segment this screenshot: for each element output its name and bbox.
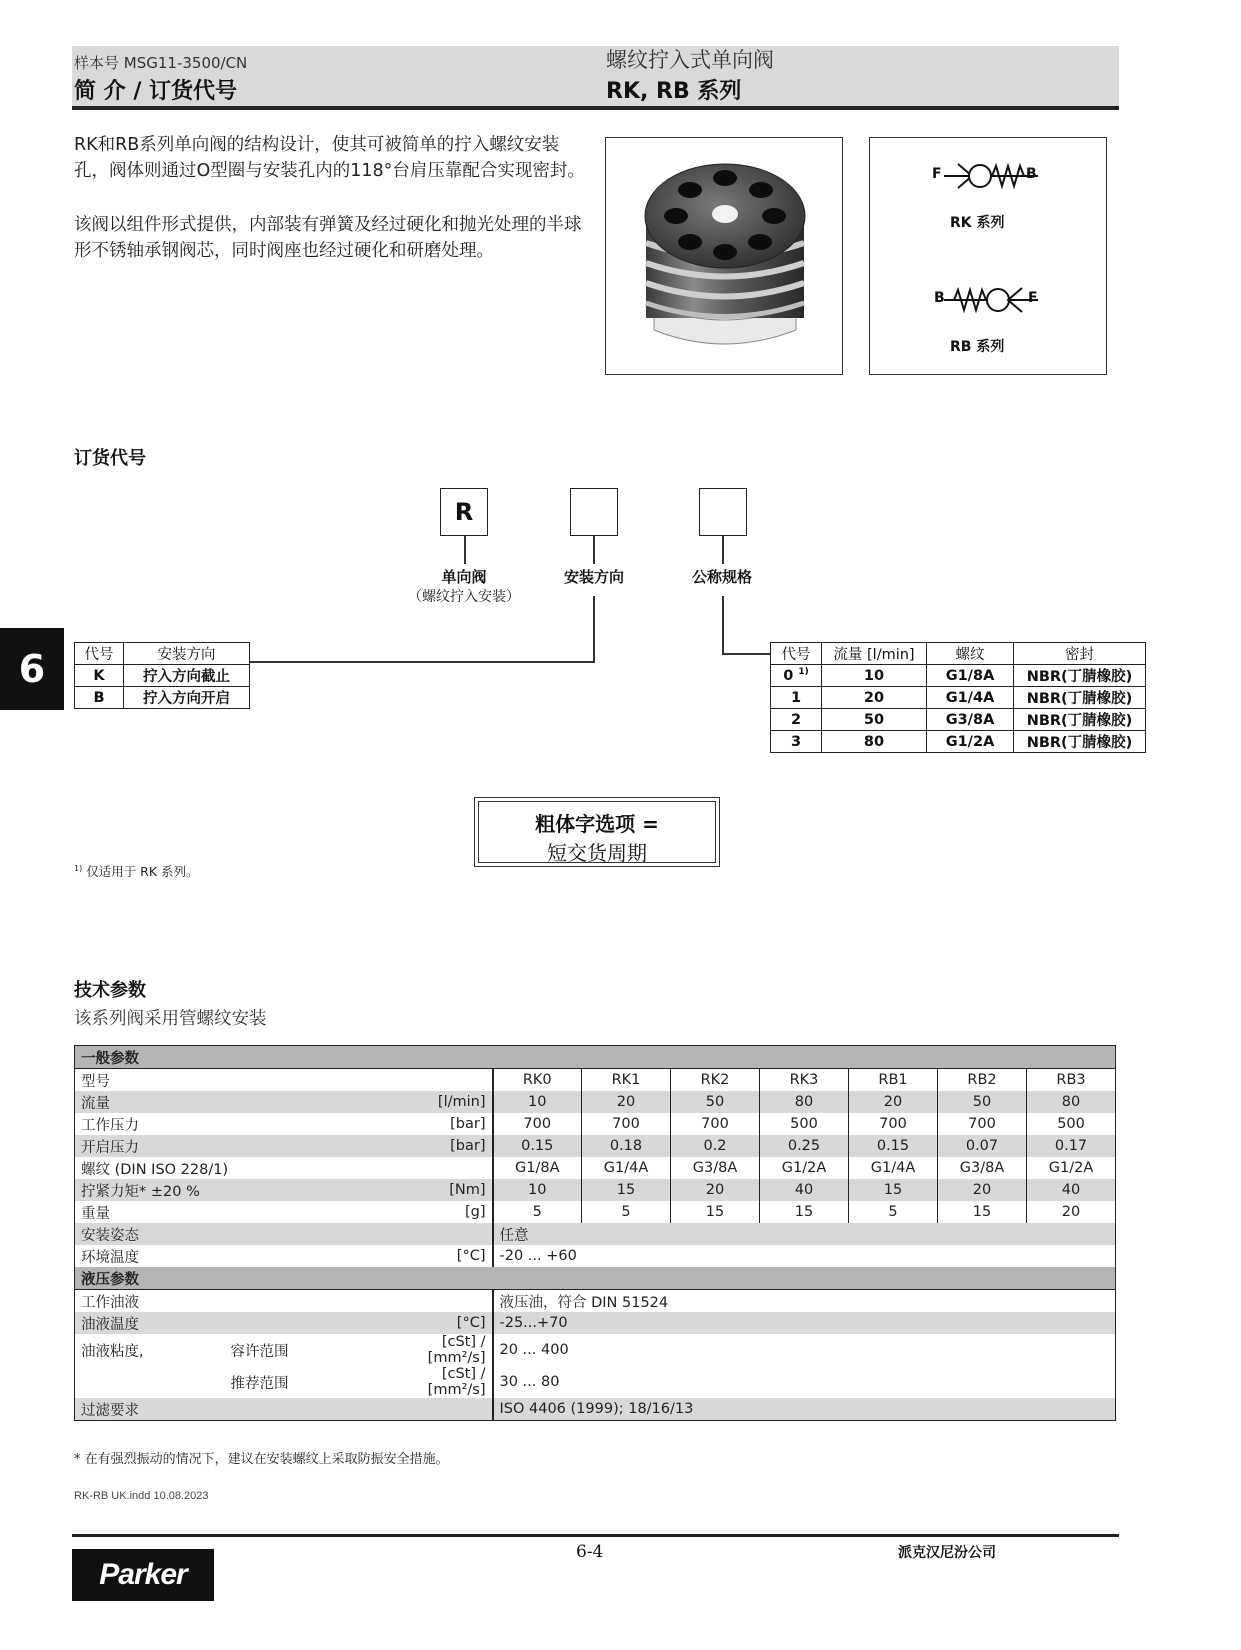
table-cell: G1/2A: [927, 731, 1014, 753]
table-cell: G3/8A: [927, 709, 1014, 731]
row-unit: [°C]: [375, 1312, 493, 1334]
row-label: 油液温度: [75, 1312, 375, 1334]
valve-photo: [606, 138, 842, 374]
symbol-frame: [869, 137, 1107, 375]
table-row: [771, 643, 1146, 665]
value-cell: 0.25: [760, 1135, 849, 1157]
product-image-frame: [605, 137, 843, 375]
value-cell: 0.15: [493, 1135, 582, 1157]
table-header-cell: 密封: [1014, 643, 1146, 665]
table-cell: NBR(丁腈橡胶): [1014, 731, 1146, 753]
leader-line-size: [722, 536, 724, 564]
table-row: [771, 709, 1146, 731]
value-cell: 30 ... 80: [493, 1366, 1116, 1398]
connector-direction-vertical: [593, 596, 595, 662]
value-cell: 5: [493, 1201, 582, 1223]
row-unit: [cSt] / [mm²/s]: [427, 1366, 486, 1398]
table-row: [75, 643, 250, 665]
table-cell: 2: [771, 709, 822, 731]
table-row: [75, 1091, 1116, 1113]
row-label: 流量: [75, 1091, 375, 1113]
tech-title: 技术参数: [74, 980, 146, 1001]
table-cell: K: [75, 665, 124, 687]
table-row: [75, 1223, 1116, 1245]
company-name: 派克汉尼汾公司: [898, 1545, 996, 1561]
row-label: 工作油液: [81, 1294, 139, 1311]
value-cell: 500: [760, 1113, 849, 1135]
table-cell: 10: [822, 665, 927, 687]
connector-size-vertical: [722, 596, 724, 654]
leader-line-direction: [593, 536, 595, 564]
page-number: 6-4: [576, 1542, 604, 1562]
value-cell: 20: [1027, 1201, 1116, 1223]
value-cell: 5: [849, 1201, 938, 1223]
value-cell: G3/8A: [938, 1157, 1027, 1179]
table-row: [771, 731, 1146, 753]
value-cell: 5: [582, 1201, 671, 1223]
value-cell: 20: [849, 1091, 938, 1113]
value-cell: 50: [938, 1091, 1027, 1113]
row-unit: [375, 1223, 493, 1245]
ordering-footnote: [74, 862, 199, 880]
value-cell: 0.15: [849, 1135, 938, 1157]
table-row: [771, 665, 1146, 687]
connector-size-horizontal: [722, 653, 770, 655]
label-check-valve-sub: （螺纹拧入安装）: [408, 589, 520, 605]
value-cell: 700: [938, 1113, 1027, 1135]
rb-symbol-left-port: B: [934, 290, 945, 306]
section-title: 简 介 / 订货代号: [74, 79, 238, 104]
value-cell: 80: [760, 1091, 849, 1113]
row-label-empty: [75, 1366, 225, 1398]
table-row: [75, 1290, 1116, 1313]
row-unit: [°C]: [456, 1248, 486, 1264]
value-cell: 15: [671, 1201, 760, 1223]
value-cell: 15: [938, 1201, 1027, 1223]
value-cell: 20: [938, 1179, 1027, 1201]
value-cell: 15: [849, 1179, 938, 1201]
row-label: 型号: [81, 1073, 110, 1090]
file-info: RK-RB UK.indd 10.08.2023: [74, 1490, 209, 1502]
table-row: [771, 687, 1146, 709]
value-cell: 15: [582, 1179, 671, 1201]
table-header-cell: 螺纹: [927, 643, 1014, 665]
intro-paragraph-2: 该阀以组件形式提供，内部装有弹簧及经过硬化和抛光处理的半球形不锈轴承钢阀芯，同时阀座也经过硬化和研磨处理。: [74, 215, 582, 261]
catalog-number: 样本号 MSG11-3500/CN: [74, 54, 248, 72]
table-row: [75, 1245, 1116, 1267]
row-unit: [l/min]: [375, 1091, 493, 1113]
direction-table: [74, 642, 250, 709]
label-check-valve: 单向阀: [441, 568, 487, 586]
table-cell: 20: [822, 687, 927, 709]
value-cell: 任意: [493, 1223, 1116, 1245]
row-label: 安装姿态: [75, 1223, 375, 1245]
label-mount-direction: 安装方向: [563, 568, 624, 586]
rk-symbol-right-port: B: [1026, 166, 1037, 182]
table-header-cell: 安装方向: [124, 643, 250, 665]
model-cell: RK2: [671, 1069, 760, 1092]
row-unit: [375, 1157, 493, 1179]
row-label: 开启压力: [75, 1135, 375, 1157]
tech-subtitle: 该系列阀采用管螺纹安装: [74, 1009, 267, 1029]
model-cell: RB1: [849, 1069, 938, 1092]
model-cell: RK0: [493, 1069, 582, 1092]
bold-option-line1: 粗体字选项 =: [535, 812, 659, 836]
rb-symbol-label: RB 系列: [950, 339, 1005, 355]
footnote-mark: 1): [74, 863, 83, 873]
table-cell: G1/8A: [927, 665, 1014, 687]
row-label: 环境温度: [81, 1249, 139, 1266]
table-header-cell: 代号: [75, 643, 124, 665]
model-cell: RB2: [938, 1069, 1027, 1092]
model-cell: RB3: [1027, 1069, 1116, 1092]
value-cell: 700: [493, 1113, 582, 1135]
table-row: [75, 1201, 1116, 1223]
footnote-ref: 1): [798, 667, 809, 678]
table-header-cell: 流量 [l/min]: [822, 643, 927, 665]
footer-rule: [72, 1534, 1119, 1537]
value-cell: G1/2A: [760, 1157, 849, 1179]
row-label: 工作压力: [81, 1117, 139, 1134]
rk-symbol-label: RK 系列: [950, 215, 1005, 231]
value-cell: G1/4A: [849, 1157, 938, 1179]
value-cell: 0.2: [671, 1135, 760, 1157]
value-cell: 10: [493, 1091, 582, 1113]
value-cell: 20 ... 400: [493, 1334, 1116, 1366]
order-code-box-size: [699, 488, 747, 536]
intro-paragraph-1: RK和RB系列单向阀的结构设计，使其可被简单的拧入螺纹安装孔，阀体则通过O型圈与安装孔内的118°台肩压靠配合实现密封。: [74, 135, 585, 181]
table-row: [75, 1312, 1116, 1334]
value-cell: 50: [671, 1091, 760, 1113]
row-unit: [g]: [464, 1204, 486, 1220]
value-cell: 液压油，符合 DIN 51524: [493, 1290, 1116, 1313]
table-cell: [771, 665, 822, 687]
table-header-cell: 代号: [771, 643, 822, 665]
leader-line-r: [464, 536, 466, 564]
value-cell: ISO 4406 (1999); 18/16/13: [493, 1398, 1116, 1421]
table-cell: 80: [822, 731, 927, 753]
ordering-code-title: 订货代号: [74, 448, 146, 469]
table-row: [75, 1398, 1116, 1421]
value-cell: 80: [1027, 1091, 1116, 1113]
value-cell: 0.17: [1027, 1135, 1116, 1157]
table-cell: 50: [822, 709, 927, 731]
series-title: RK, RB 系列: [606, 79, 742, 104]
table-cell: 3: [771, 731, 822, 753]
row-sublabel: 容许范围: [230, 1343, 289, 1360]
value-cell: G1/8A: [493, 1157, 582, 1179]
table-cell: 1: [771, 687, 822, 709]
table-row: [75, 1267, 1116, 1290]
parker-logo: [72, 1549, 214, 1601]
table-cell: 拧入方向开启: [124, 687, 250, 709]
tech-footnote: * 在有强烈振动的情况下，建议在安装螺纹上采取防振安全措施。: [74, 1452, 449, 1467]
row-unit: [bar]: [450, 1116, 486, 1132]
value-cell: 700: [582, 1113, 671, 1135]
product-title: 螺纹拧入式单向阀: [606, 48, 774, 72]
value-cell: 0.07: [938, 1135, 1027, 1157]
value-cell: 20: [582, 1091, 671, 1113]
row-label: 螺纹 (DIN ISO 228/1): [81, 1161, 229, 1178]
label-nominal-size: 公称规格: [691, 568, 752, 586]
chapter-tab: 6: [0, 628, 64, 710]
value-cell: -25...+70: [493, 1312, 1116, 1334]
table-cell: B: [75, 687, 124, 709]
table-cell: G1/4A: [927, 687, 1014, 709]
model-cell: RK1: [582, 1069, 671, 1092]
row-unit: [375, 1398, 493, 1421]
connector-direction-horizontal: [250, 661, 595, 663]
value-cell: 15: [760, 1201, 849, 1223]
value-cell: 40: [1027, 1179, 1116, 1201]
table-row: [75, 1366, 1116, 1398]
table-row: [75, 1069, 1116, 1092]
bold-option-legend: [474, 797, 720, 867]
size-table: [770, 642, 1146, 753]
table-cell: NBR(丁腈橡胶): [1014, 665, 1146, 687]
row-label: 过滤要求: [75, 1398, 375, 1421]
row-label: 油液粘度,: [81, 1343, 144, 1360]
value-cell: G1/4A: [582, 1157, 671, 1179]
order-code-box-direction: [570, 488, 618, 536]
table-row: [75, 687, 250, 709]
row-unit: [Nm]: [375, 1179, 493, 1201]
row-unit: [bar]: [375, 1135, 493, 1157]
table-cell: 拧入方向截止: [124, 665, 250, 687]
row-unit: [cSt] / [mm²/s]: [427, 1334, 486, 1366]
model-cell: RK3: [760, 1069, 849, 1092]
row-sublabel: 推荐范围: [230, 1375, 289, 1392]
tech-table: [74, 1045, 1116, 1421]
value-cell: G3/8A: [671, 1157, 760, 1179]
rk-symbol-left-port: F: [932, 166, 942, 182]
table-row: [75, 1157, 1116, 1179]
rb-symbol-right-port: F: [1028, 290, 1038, 306]
table-row: [75, 1135, 1116, 1157]
value-cell: -20 ... +60: [493, 1245, 1116, 1267]
table-row: [75, 1179, 1116, 1201]
value-cell: 10: [493, 1179, 582, 1201]
row-unit: [375, 1290, 493, 1313]
footnote-text: 仅适用于 RK 系列。: [86, 864, 199, 879]
hydraulic-params-header: 液压参数: [75, 1267, 1116, 1290]
general-params-header: 一般参数: [75, 1046, 1116, 1069]
row-label: 重量: [81, 1205, 110, 1222]
table-row: [75, 1334, 1116, 1366]
value-cell: 40: [760, 1179, 849, 1201]
value-cell: G1/2A: [1027, 1157, 1116, 1179]
table-row: [75, 1113, 1116, 1135]
value-cell: 0.18: [582, 1135, 671, 1157]
table-row: [75, 665, 250, 687]
row-label: 拧紧力矩* ±20 %: [75, 1179, 375, 1201]
value-cell: 20: [671, 1179, 760, 1201]
logo-text: Parker: [99, 1558, 187, 1591]
table-row: [75, 1046, 1116, 1069]
size-code: 0: [783, 667, 794, 684]
order-code-box-r: R: [440, 488, 488, 536]
bold-option-line2: 短交货周期: [547, 841, 647, 865]
value-cell: 700: [671, 1113, 760, 1135]
table-cell: NBR(丁腈橡胶): [1014, 709, 1146, 731]
header-rule: [72, 106, 1119, 110]
table-cell: NBR(丁腈橡胶): [1014, 687, 1146, 709]
value-cell: 700: [849, 1113, 938, 1135]
value-cell: 500: [1027, 1113, 1116, 1135]
